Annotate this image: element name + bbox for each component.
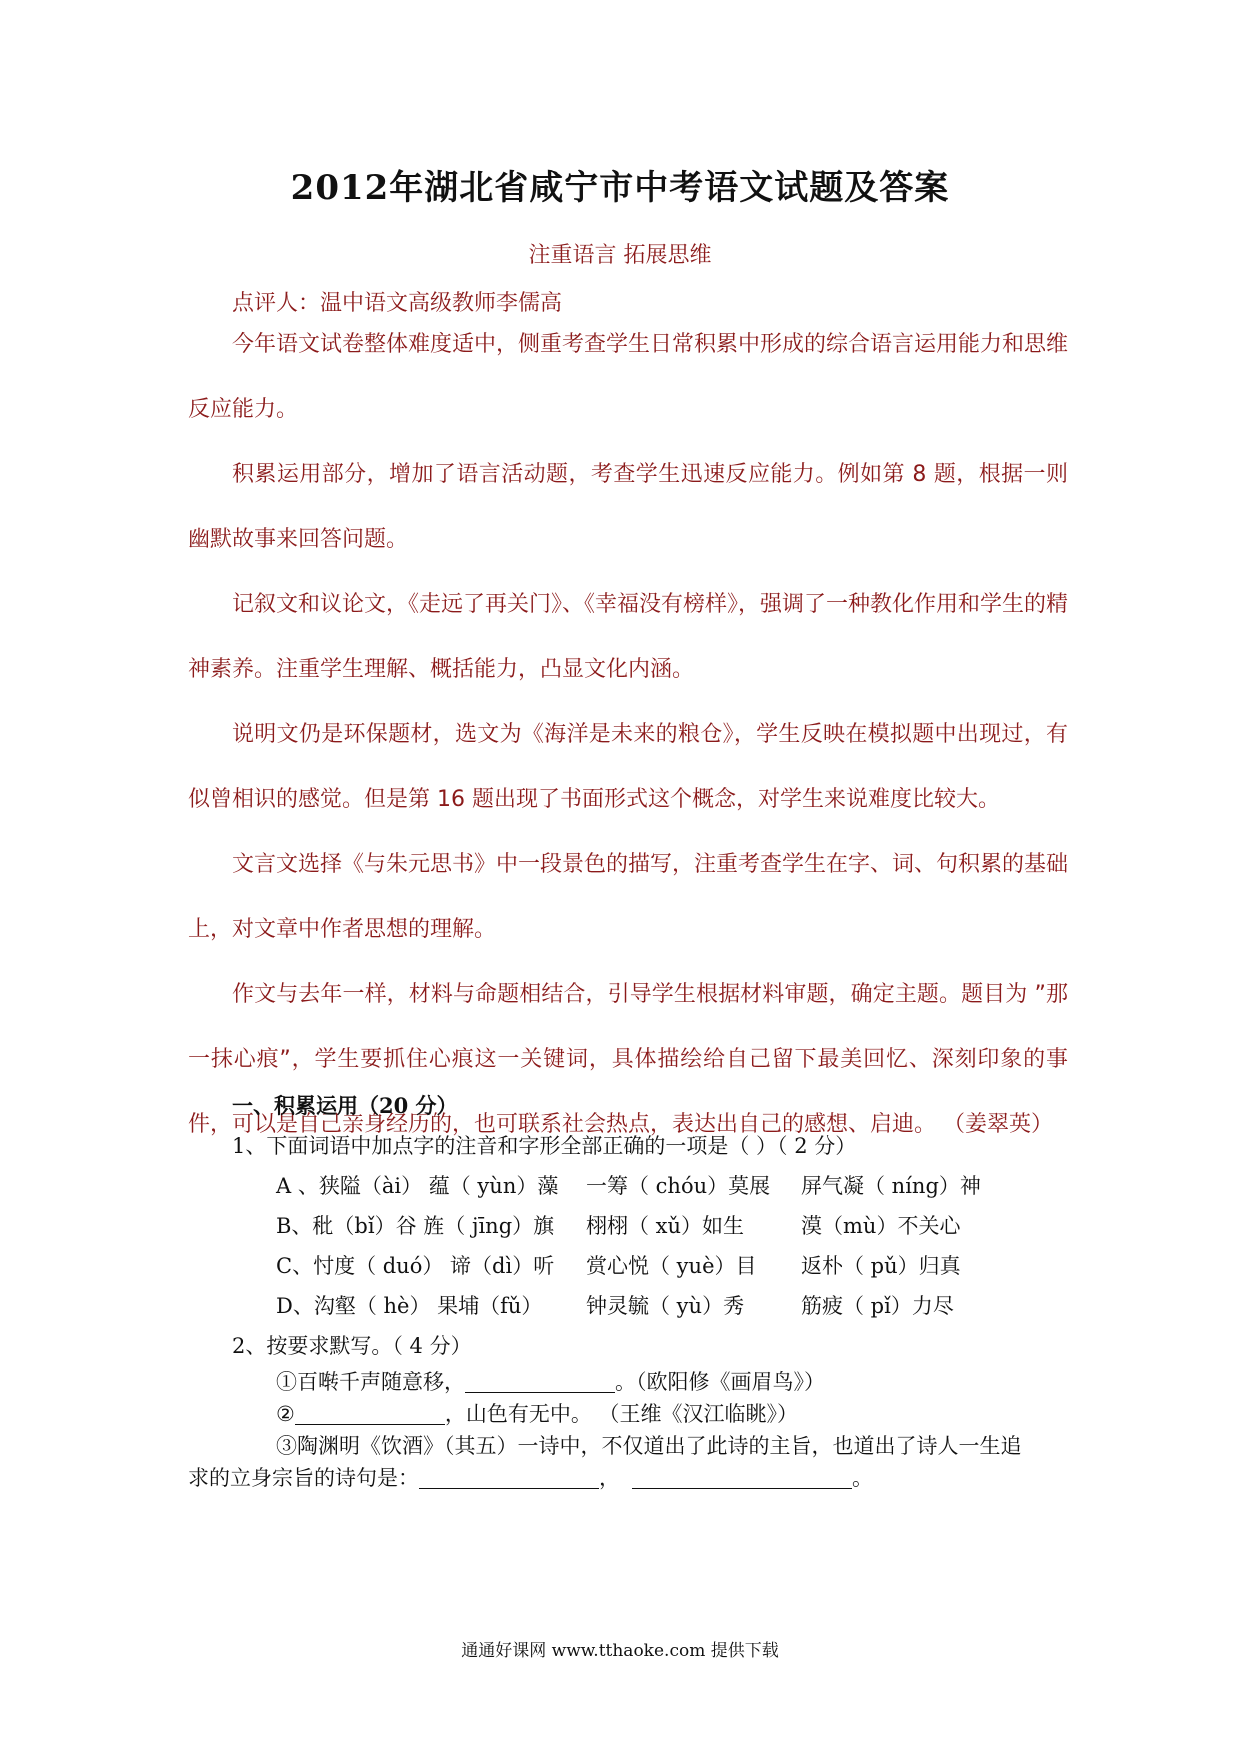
question-2a xyxy=(188,1366,1068,1398)
poem-line: ② xyxy=(276,1402,295,1426)
question-2c-line1: ③陶渊明《饮酒》（其五）一诗中，不仅道出了此诗的主旨，也道出了诗人一生追 xyxy=(276,1434,1022,1458)
exam-section xyxy=(188,1086,1068,1494)
option-part: 筋疲（ pǐ）力尽 xyxy=(801,1294,954,1318)
question-text: 求的立身宗旨的诗句是： xyxy=(188,1466,419,1490)
reviewer-line: 点评人：温中语文高级教师李儒高 xyxy=(232,291,563,316)
review-paragraph: 积累运用部分，增加了语言活动题，考查学生迅速反应能力。例如第 8 题，根据一则幽默故事来回答问题。 xyxy=(188,462,1068,552)
option-part: 赏心悦（ yuè）目 xyxy=(586,1254,757,1278)
review-paragraph: 记叙文和议论文，《走远了再关门》、《幸福没有榜样》，强调了一种教化作用和学生的精神素养。注重学生理解、概括能力，凸显文化内涵。 xyxy=(188,592,1069,682)
review-paragraph: 今年语文试卷整体难度适中，侧重考查学生日常积累中形成的综合语言运用能力和思维反应能力。 xyxy=(188,332,1069,422)
poem-line: ①百啭千声随意移， xyxy=(276,1370,465,1394)
question-2b xyxy=(188,1398,1068,1430)
page-subtitle: 注重语言 拓展思维 xyxy=(528,243,712,268)
option-part: 钟灵毓（ yù）秀 xyxy=(586,1294,745,1318)
footer-credit: 通通好课网 www.tthaoke.com 提供下载 xyxy=(461,1641,779,1661)
separator: ， xyxy=(599,1466,620,1490)
option-part: D、沟壑（ hè） 果埔（fǔ） xyxy=(276,1294,543,1318)
option-a xyxy=(188,1166,1068,1206)
question-2: 2、按要求默写。（ 4 分） xyxy=(232,1334,472,1358)
answer-blank[interactable] xyxy=(295,1402,445,1425)
poem-source: ，山色有无中。 （王维《汉江临眺》） xyxy=(444,1402,799,1426)
review-commentary xyxy=(188,312,1068,1157)
option-part: 漠（mù）不关心 xyxy=(801,1214,961,1238)
section-heading: 一、积累运用（20 分） xyxy=(232,1093,458,1118)
review-paragraph: 作文与去年一样，材料与命题相结合，引导学生根据材料审题，确定主题。题目为 ”那一抹心痕”，学生要抓住心痕这一关键词，具体描绘给自己留下最美回忆、深刻印象的事件，可以是自己亲身经历的，也可联系社会热点，表达出自己的感想、启迪。 （姜翠英） xyxy=(188,982,1068,1137)
option-part: C、忖度（ duó） 谛（dì）听 xyxy=(276,1254,555,1278)
answer-blank[interactable] xyxy=(419,1466,599,1489)
page-title: 2012年湖北省咸宁市中考语文试题及答案 xyxy=(290,168,950,208)
option-c xyxy=(188,1246,1068,1286)
answer-blank[interactable] xyxy=(465,1370,615,1393)
option-part: 一筹（ chóu）莫展 xyxy=(586,1174,771,1198)
option-d xyxy=(188,1286,1068,1326)
option-part: 栩栩（ xǔ）如生 xyxy=(586,1214,745,1238)
option-part: 屏气凝（ níng）神 xyxy=(801,1174,981,1198)
question-2c-line2 xyxy=(188,1462,1068,1494)
poem-source: 。（欧阳修《画眉鸟》） xyxy=(615,1370,825,1394)
separator: 。 xyxy=(852,1466,873,1490)
review-paragraph: 说明文仍是环保题材，选文为《海洋是未来的粮仓》，学生反映在模拟题中出现过，有似曾相识的感觉。但是第 16 题出现了书面形式这个概念，对学生来说难度比较大。 xyxy=(188,722,1068,812)
answer-blank[interactable] xyxy=(632,1466,852,1489)
option-part: B、秕（bǐ）谷 旌（ jīng）旗 xyxy=(276,1214,555,1238)
question-1: 1、下面词语中加点字的注音和字形全部正确的一项是（ ）（ 2 分） xyxy=(232,1134,857,1158)
option-part: A 、狭隘（ài） 蕴（ yùn）藻 xyxy=(276,1174,559,1198)
option-part: 返朴（ pǔ）归真 xyxy=(801,1254,961,1278)
option-b xyxy=(188,1206,1068,1246)
review-paragraph: 文言文选择《与朱元思书》中一段景色的描写，注重考查学生在字、词、句积累的基础上，对文章中作者思想的理解。 xyxy=(188,852,1069,942)
